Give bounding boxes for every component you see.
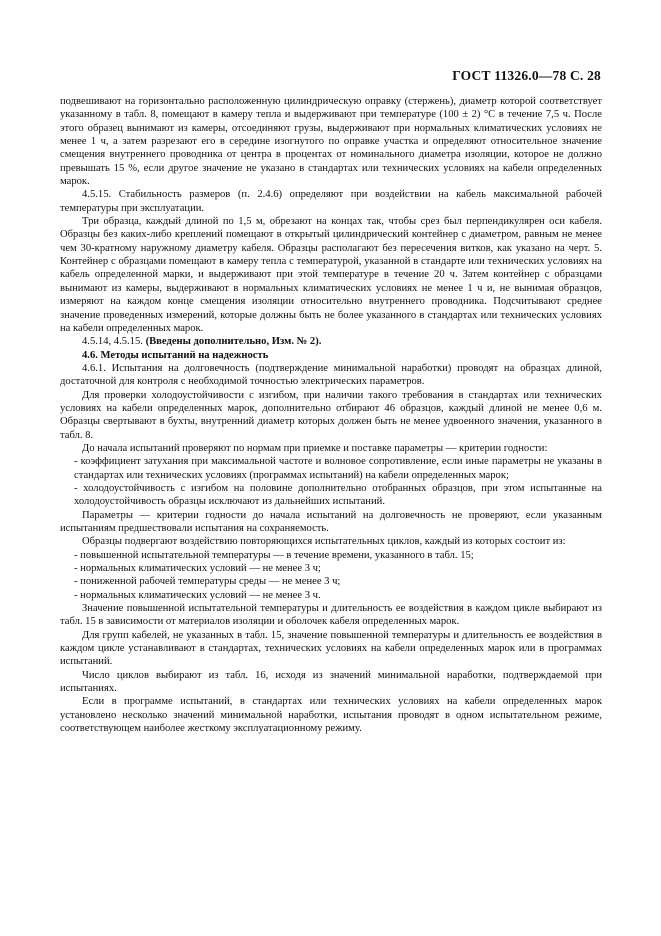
paragraph: Для проверки холодоустойчивости с изгибом, при наличии такого требования в стандартах или технических условиях на кабели определенных марок, дополнительно отбирают 46 образцов, каждый длиной не менее 0,6 м. Образцы свертывают в бухты, внутренний диаметр которых должен быть не менее удвоенного значения, указанного в табл. 8.	[60, 389, 602, 441]
list-item: - повышенной испытательной температуры — в течение времени, указанного в табл. 15;	[74, 549, 474, 561]
document-body	[60, 95, 602, 736]
clause-ref: 4.5.14, 4.5.15.	[82, 336, 143, 348]
amendment-text: (Введены дополнительно, Изм. № 2).	[145, 336, 322, 348]
paragraph: 4.5.15. Стабильность размеров (п. 2.4.6) определяют при воздействии на кабель максимальной рабочей температуры при эксплуатации.	[60, 189, 602, 214]
paragraph: До начала испытаний проверяют по нормам при приемке и поставке параметры — критерии годности:	[82, 442, 548, 454]
paragraph: подвешивают на горизонтально расположенную цилиндрическую оправку (стержень), диаметр которой соответствует указанному в табл. 8, помещают в камеру тепла и выдерживают при температуре (100 ± 2) °С в течение 7,5 ч. После этого образец вынимают из камеры, отсоединяют грузы, выдерживают при нормальных климатических условиях не менее 1 ч, а затем разрезают его в середине изогнутого по оправке участка и определяют относительное значение смещения внутреннего проводника от центра в процентах от номинального диаметра изоляции, которое не должно превышать 15 %, если другое значение не указано в стандартах или технических условиях на кабели определенных марок.	[60, 96, 602, 188]
paragraph: Значение повышенной испытательной температуры и длительность ее воздействия в каждом цикле выбирают из табл. 15 в зависимости от материалов изоляции и оболочек кабеля определенных марок.	[60, 603, 602, 628]
paragraph: 4.6.1. Испытания на долговечность (подтверждение минимальной наработки) проводят на образцах длиной, достаточной для контроля с необходимой точностью электрических параметров.	[60, 362, 602, 388]
page-header: ГОСТ 11326.0—78 С. 28	[452, 68, 601, 83]
list-item: - нормальных климатических условий — не менее 3 ч;	[74, 563, 321, 575]
paragraph: Образцы подвергают воздействию повторяющихся испытательных циклов, каждый из которых состоит из:	[82, 536, 566, 548]
section-heading: 4.6. Методы испытаний на надежность	[82, 349, 269, 361]
list-item: - холодоустойчивость с изгибом на половине дополнительно отобранных образцов, при этом испытанные на холодоустойчивость образцы исключают из дальнейших испытаний.	[74, 482, 602, 508]
paragraph: Три образца, каждый длиной по 1,5 м, обрезают на концах так, чтобы срез был перпендикулярен оси кабеля. Образцы без каких-либо креплений помещают в открытый цилиндрический контейнер с диаметром, равным не менее чем 30-кратному наружному диаметру кабеля. Образцы располагают без пересечения витков, как указано на черт. 5. Контейнер с образцами помещают в камеру тепла с температурой, указанной в стандарте или технических условиях на кабель определенной марки, и выдерживают при этой температуре в течение 20 ч. Затем контейнер с образцами вынимают из камеры, выдерживают в нормальных климатических условиях не менее 1 ч и, не вынимая образцов, измеряют на каждом конце смещения изоляции относительно внутреннего проводника. Подсчитывают среднее значение проведенных измерений, которые должны быть не более указанного в стандартах или технических условиях на кабели определенных марок.	[60, 216, 602, 334]
paragraph: Параметры — критерии годности до начала испытаний на долговечность не проверяют, если указанным испытаниям предшествовали испытания на сохраняемость.	[60, 509, 602, 534]
list-item: - пониженной рабочей температуры среды — не менее 3 ч;	[74, 576, 341, 588]
paragraph: Если в программе испытаний, в стандартах или технических условиях на кабели определенных марок установлено несколько значений минимальной наработки, испытания проводят в одном испытательном режиме, соответствующем наиболее жесткому эксплуатационному режиму.	[60, 696, 602, 735]
paragraph: Число циклов выбирают из табл. 16, исходя из значений минимальной наработки, подтверждаемой при испытаниях.	[60, 669, 602, 695]
list-item: - коэффициент затухания при максимальной частоте и волновое сопротивление, если иные параметры не указаны в стандартах или технических условиях (программах испытаний) на кабели определенных марок;	[74, 456, 602, 481]
list-item: - нормальных климатических условий — не менее 3 ч.	[74, 589, 321, 601]
paragraph: Для групп кабелей, не указанных в табл. 15, значение повышенной температуры и длительность ее воздействия в каждом цикле устанавливают в стандартах, технических условиях на кабели определенных марок или в программах испытаний.	[60, 629, 602, 668]
amendment-note	[60, 335, 602, 348]
